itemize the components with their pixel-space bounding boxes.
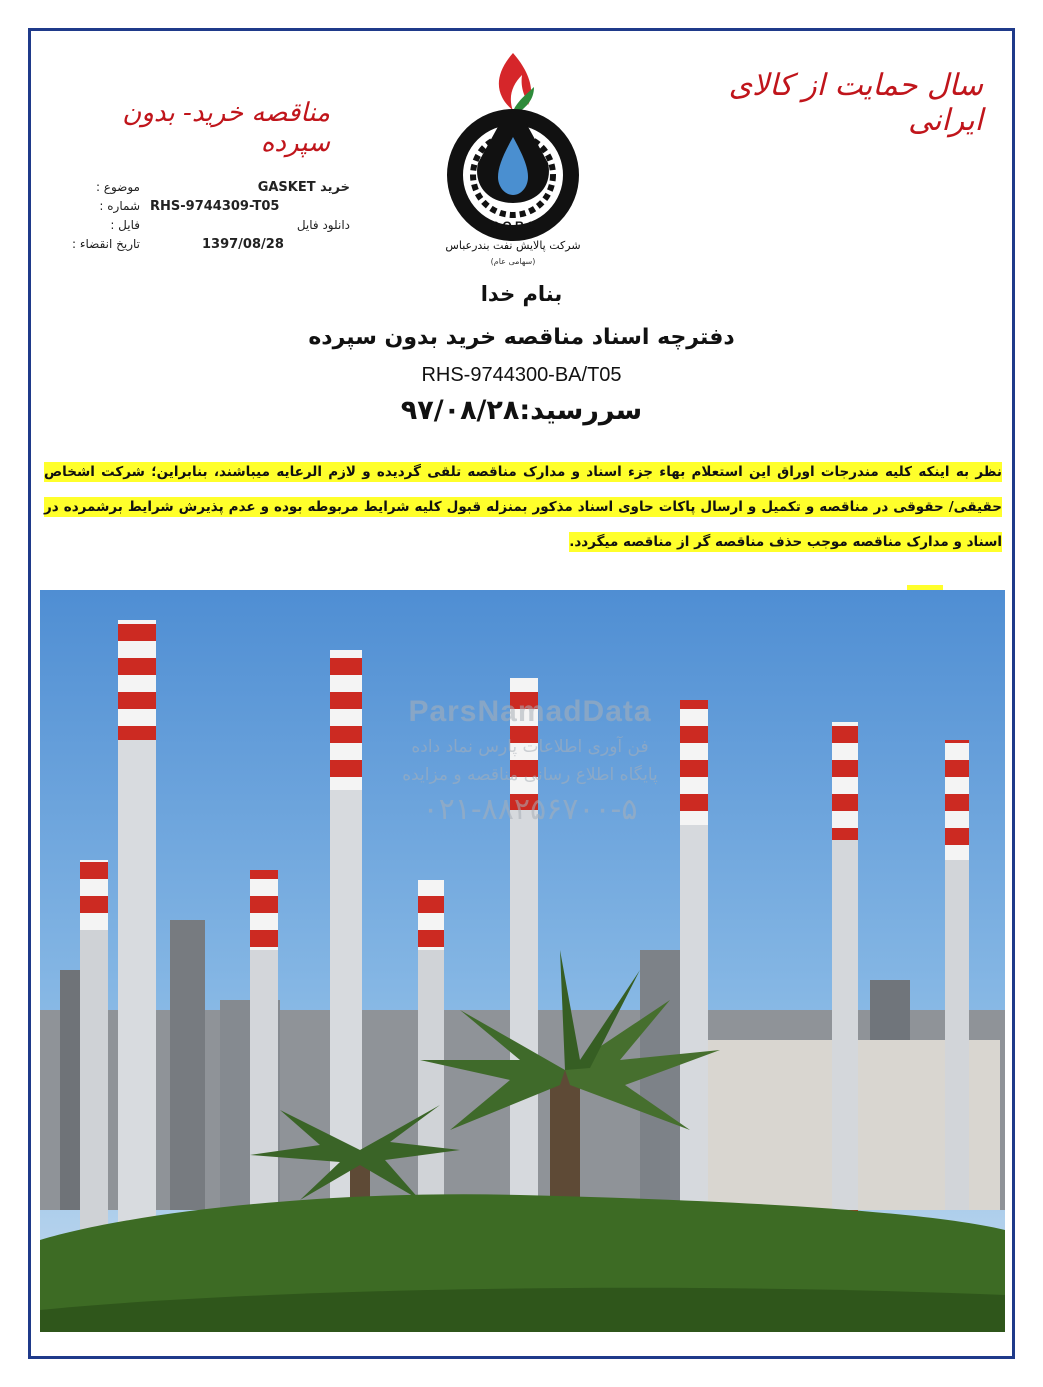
tender-type-slogan: مناقصه خرید- بدون سپرده — [122, 98, 330, 158]
watermark-brand: ParsNamadData — [408, 695, 652, 728]
notice-text: نظر به اینکه کلیه مندرجات اوراق این استعلام بهاء جزء اسناد و مدارک مناقصه تلقی گردیده و لازم الرعایه میباشند، بنابراین؛ شرکت اشخاص حقیقی/ حقوقی در مناقصه و تکمیل و ارسال پاکات حاوی اسناد مذکور بمنزله قبول کلیه شرایط مربوطه بوده و عدم پذیرش شرایط برشمرده در اسناد و مدارک مناقصه موجب حذف مناقصه گر از مناقصه میگردد. — [44, 464, 1002, 550]
expiry-label: تاریخ انقضاء : — [72, 237, 140, 251]
logo-abbreviation: B.O.R.C — [490, 219, 536, 233]
meta-row-number — [55, 199, 305, 218]
tender-meta-box — [55, 180, 350, 256]
deadline-heading: سررسید:۹۷/۰۸/۲۸ — [400, 395, 643, 426]
meta-row-file — [55, 218, 350, 237]
watermark-line1: فن آوری اطلاعات پارس نماد داده — [411, 737, 649, 757]
meta-row-subject — [55, 180, 350, 199]
number-value: RHS-9744309-T05 — [150, 199, 280, 214]
document-code: RHS-9744300-BA/T05 — [421, 364, 622, 386]
notice-paragraph — [44, 455, 1002, 560]
slogan-support-iranian-goods: سال حمایت از کالای ایرانی — [728, 68, 983, 138]
subject-value: خرید GASKET — [257, 180, 350, 195]
file-label: فایل : — [110, 218, 140, 232]
download-file-link[interactable]: دانلود فایل — [296, 218, 350, 232]
document-title: دفترچه اسناد مناقصه خرید بدون سپرده — [308, 325, 735, 350]
meta-row-expiry — [55, 237, 305, 256]
subject-label: موضوع : — [95, 180, 140, 194]
logo-company-name: شرکت پالایش نفت بندرعباس — [445, 239, 581, 252]
refinery-photo — [40, 590, 1005, 1332]
logo-company-type: (سهامی عام) — [490, 257, 536, 266]
number-label: شماره : — [99, 199, 140, 213]
expiry-value: 1397/08/28 — [202, 237, 284, 252]
borc-logo — [428, 45, 598, 270]
watermark-line2: پایگاه اطلاع رسانی مناقصه و مزایده — [402, 765, 658, 785]
watermark-phone: ۰۲۱-۸۸۲۵۶۷۰۰-۵ — [422, 792, 638, 827]
bismillah-heading: بنام خدا — [480, 282, 563, 306]
